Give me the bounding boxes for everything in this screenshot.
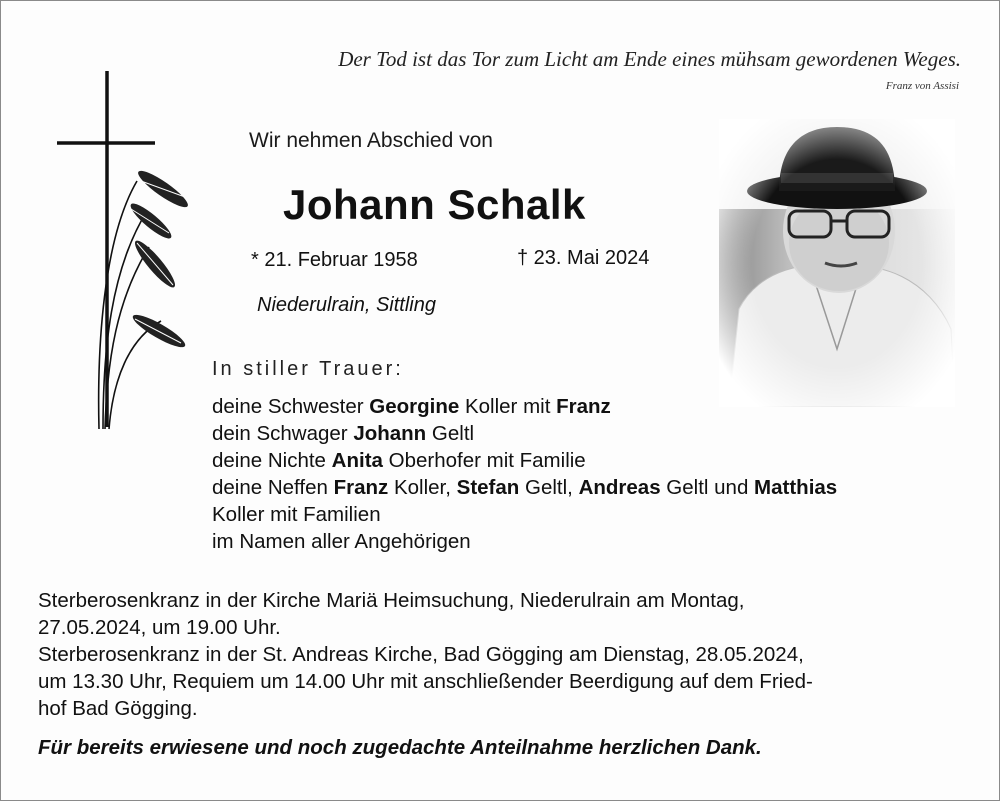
- residence: Niederulrain, Sittling: [257, 294, 436, 316]
- mourner-name: Franz: [556, 395, 611, 418]
- mourner-text: Koller mit: [459, 395, 557, 418]
- mourner-text: Geltl,: [519, 476, 579, 499]
- mourner-text: deine Schwester: [212, 395, 370, 418]
- mourning-heading: In stiller Trauer:: [212, 358, 404, 380]
- ceremony-line: um 13.30 Uhr, Requiem um 14.00 Uhr mit anschließender Beerdigung auf dem Fried-: [38, 670, 813, 693]
- mourner-line: [212, 393, 837, 420]
- mourners-list: [212, 393, 837, 555]
- mourner-text: deine Neffen: [212, 476, 334, 499]
- mourner-name: Franz: [333, 476, 389, 499]
- mourner-text: Geltl und: [660, 476, 755, 499]
- ceremony-line: Sterberosenkranz in der Kirche Mariä Heimsuchung, Niederulrain am Montag,: [38, 589, 745, 612]
- mourner-name: Matthias: [754, 476, 838, 499]
- mourner-line: [212, 420, 837, 447]
- ceremony-details: [38, 587, 813, 722]
- mourner-text: Koller,: [388, 476, 457, 499]
- ceremony-line: 27.05.2024, um 19.00 Uhr.: [38, 616, 281, 639]
- death-date: † 23. Mai 2024: [517, 247, 650, 269]
- mourner-line: Koller mit Familien: [212, 503, 381, 526]
- ceremony-line: hof Bad Gögging.: [38, 697, 198, 720]
- intro-text: Wir nehmen Abschied von: [249, 129, 493, 152]
- portrait-photo: [719, 119, 955, 407]
- thanks-text: Für bereits erwiesene und noch zugedachte Anteilnahme herzlichen Dank.: [38, 736, 762, 759]
- mourner-line: [212, 447, 837, 474]
- mourner-name: Anita: [331, 449, 383, 472]
- mourner-name: Andreas: [578, 476, 661, 499]
- birth-date: * 21. Februar 1958: [251, 249, 418, 271]
- ceremony-line: Sterberosenkranz in der St. Andreas Kirche, Bad Gögging am Dienstag, 28.05.2024,: [38, 643, 804, 666]
- quote-author: Franz von Assisi: [885, 80, 959, 92]
- mourner-name: Johann: [353, 422, 427, 445]
- mourner-closing: im Namen aller Angehörigen: [212, 530, 471, 553]
- deceased-name: Johann Schalk: [283, 181, 586, 228]
- mourner-text: dein Schwager: [212, 422, 354, 445]
- cross-wheat-icon: [51, 69, 201, 434]
- mourner-name: Stefan: [456, 476, 520, 499]
- mourner-text: Geltl: [426, 422, 475, 445]
- mourner-text: deine Nichte: [212, 449, 332, 472]
- mourner-line: [212, 474, 837, 501]
- quote-text: Der Tod ist das Tor zum Licht am Ende eines mühsam gewordenen Weges.: [338, 47, 961, 71]
- mourner-text: Oberhofer mit Familie: [382, 449, 586, 472]
- mourner-name: Georgine: [369, 395, 460, 418]
